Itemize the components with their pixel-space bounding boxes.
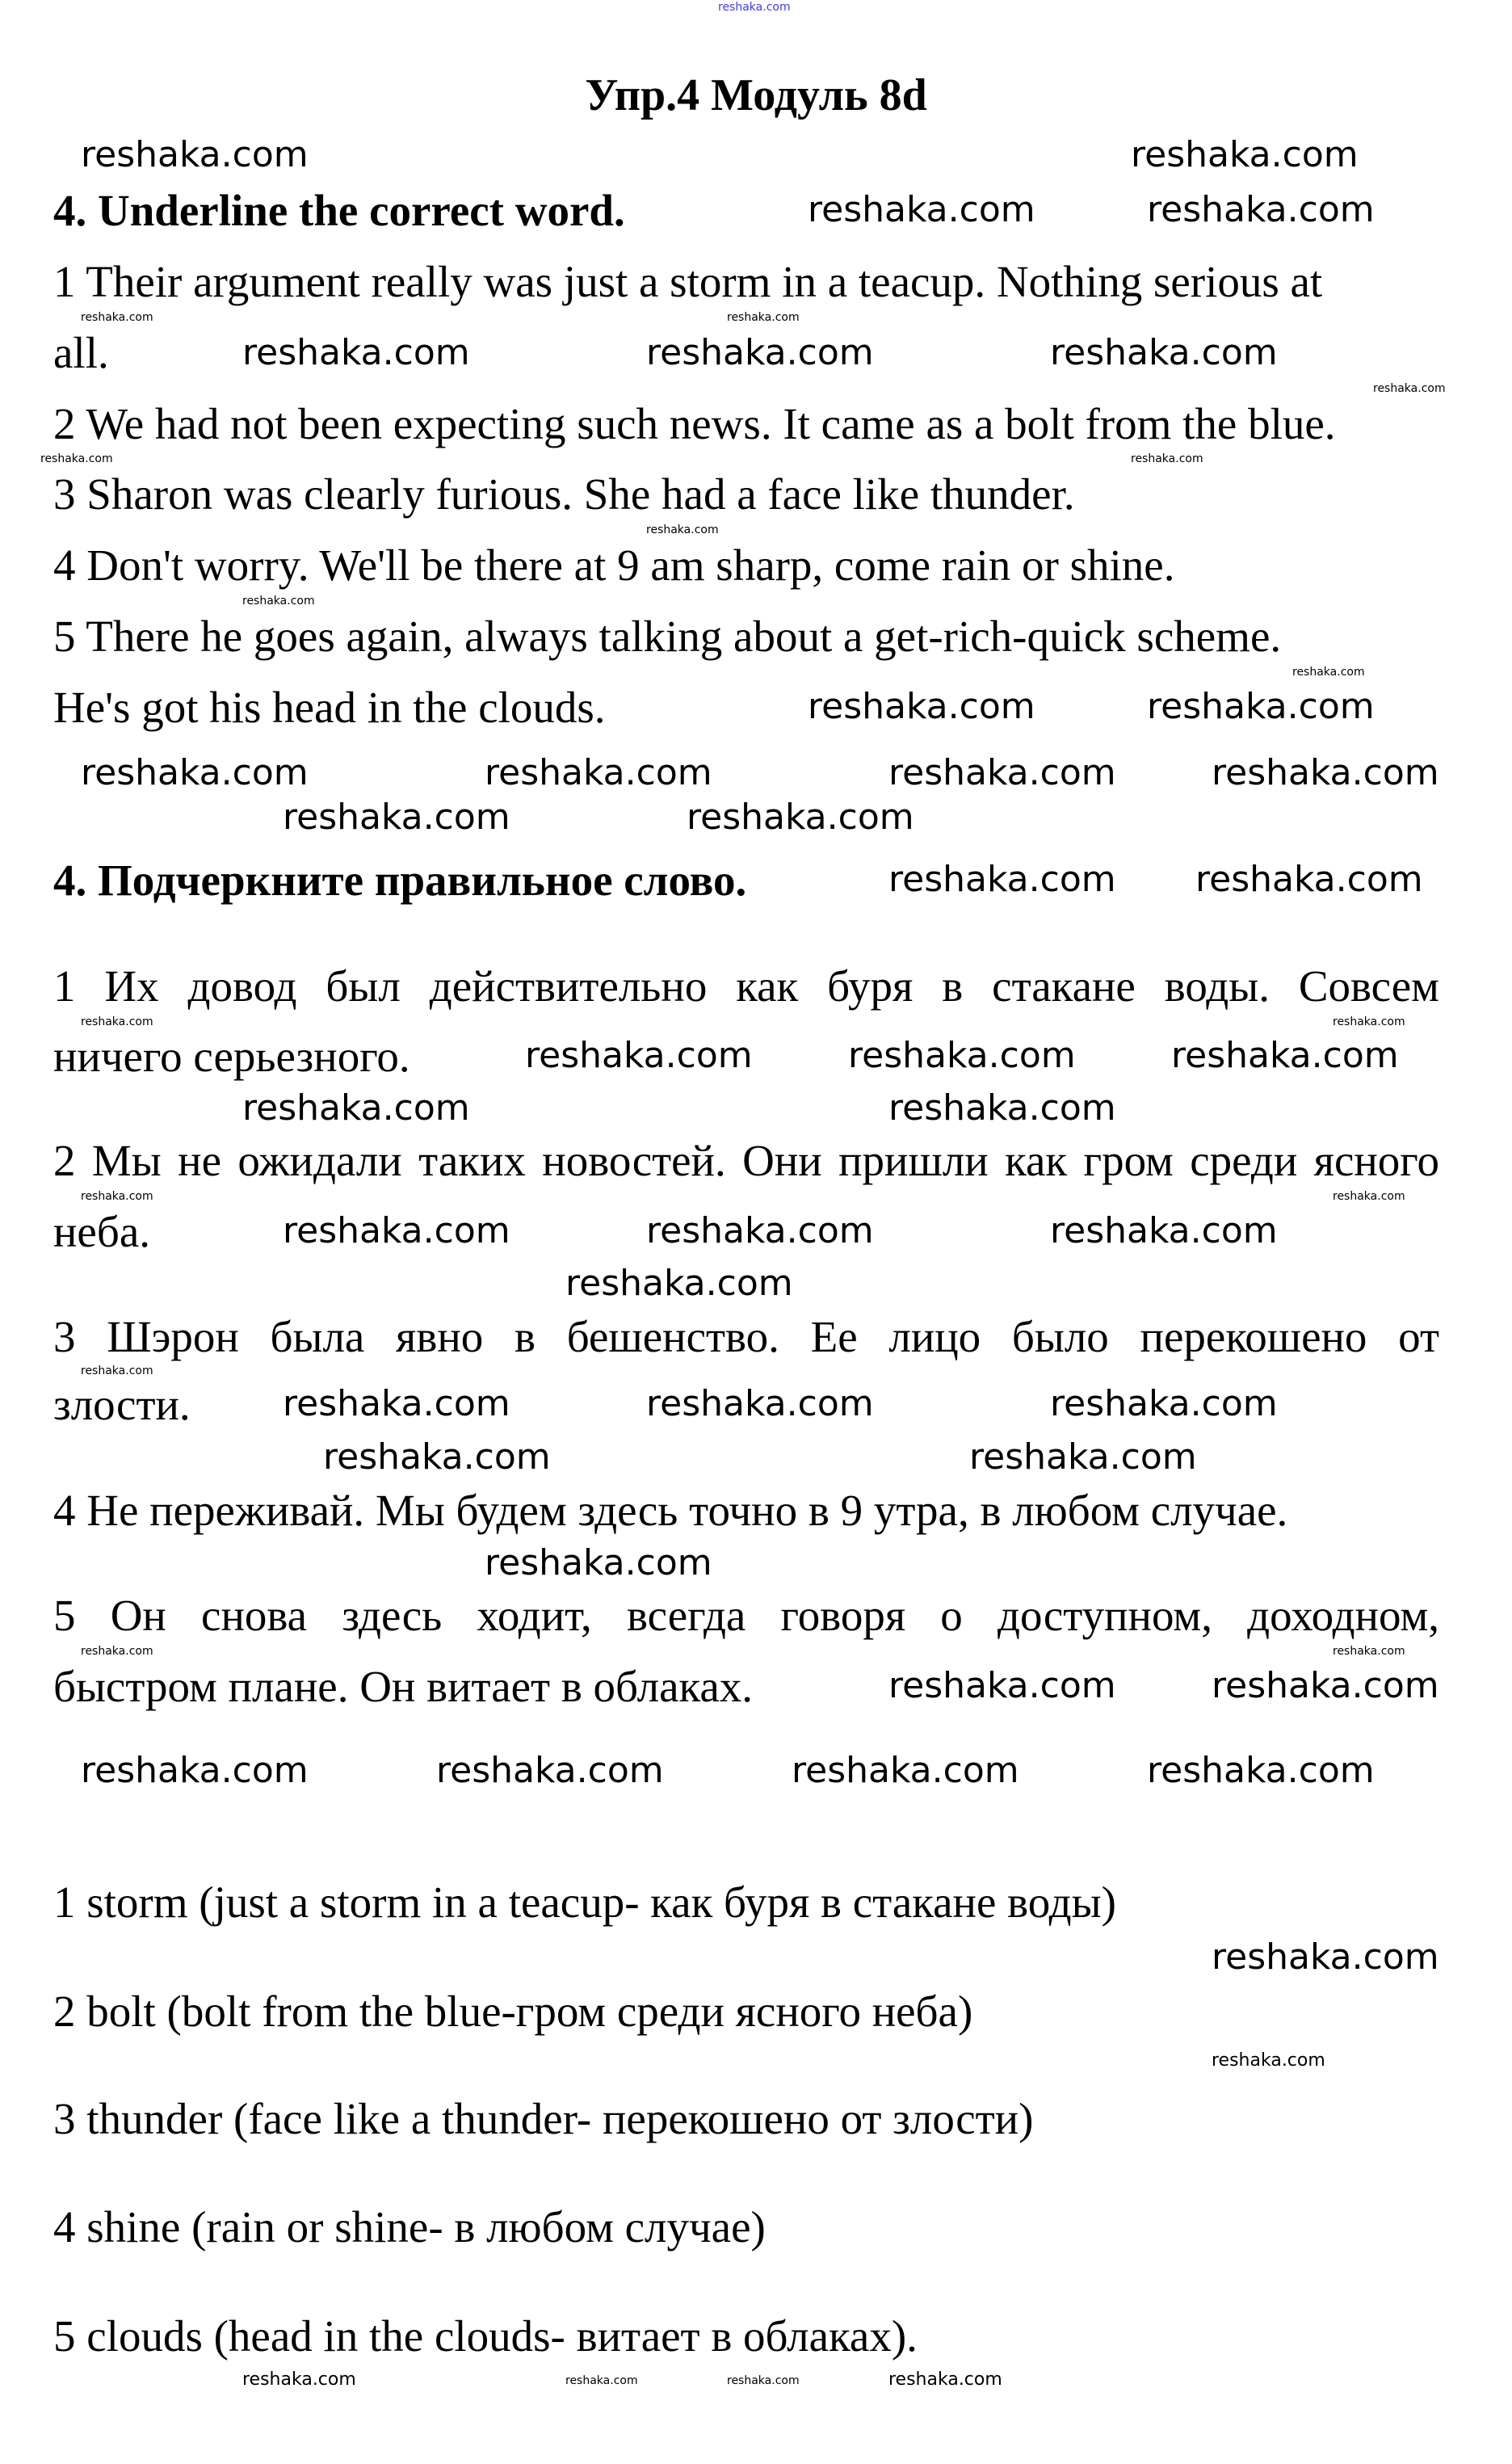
watermark-text: reshaka.com — [1195, 859, 1423, 900]
russian-line: 2 Мы не ожидали таких новостей. Они пришли как гром среди ясного — [53, 1136, 1439, 1185]
russian-line: злости. — [53, 1380, 191, 1429]
russian-line: 4 Не переживай. Мы будем здесь точно в 9 утра, в любом случае. — [53, 1486, 1288, 1535]
watermark-text: reshaka.com — [81, 1190, 153, 1203]
russian-heading: 4. Подчеркните правильное слово. — [53, 856, 747, 905]
watermark-text: reshaka.com — [888, 752, 1116, 793]
watermark-text: reshaka.com — [1333, 1645, 1405, 1658]
english-heading: 4. Underline the correct word. — [53, 186, 625, 235]
watermark-text: reshaka.com — [1050, 332, 1278, 373]
answer-line: 4 shine (rain or shine- в любом случае) — [53, 2202, 766, 2252]
watermark-text: reshaka.com — [485, 752, 712, 793]
watermark-text: reshaka.com — [646, 523, 719, 536]
watermark-text: reshaka.com — [40, 452, 113, 465]
watermark-text: reshaka.com — [727, 2374, 800, 2387]
watermark-text: reshaka.com — [1050, 1383, 1278, 1424]
watermark-text: reshaka.com — [1212, 2050, 1325, 2071]
watermark-text: reshaka.com — [565, 2374, 638, 2387]
page-title: Упр.4 Модуль 8d — [585, 70, 927, 120]
answer-line: 5 clouds (head in the clouds- витает в облаках). — [53, 2311, 918, 2361]
watermark-text: reshaka.com — [485, 1542, 712, 1583]
watermark-text: reshaka.com — [1212, 1665, 1439, 1706]
watermark-text: reshaka.com — [1212, 752, 1439, 793]
watermark-text: reshaka.com — [1212, 1936, 1439, 1978]
watermark-text: reshaka.com — [792, 1750, 1019, 1791]
watermark-text: reshaka.com — [727, 311, 800, 324]
answer-line: 1 storm (just a storm in a teacup- как буря в стакане воды) — [53, 1877, 1116, 1927]
watermark-text: reshaka.com — [888, 859, 1116, 900]
russian-line: неба. — [53, 1207, 150, 1256]
watermark-text: reshaka.com — [1333, 1015, 1405, 1028]
russian-line: 1 Их довод был действительно как буря в стакане воды. Совсем — [53, 961, 1439, 1011]
english-line: He's got his head in the clouds. — [53, 683, 606, 732]
russian-line: 5 Он снова здесь ходит, всегда говоря о доступном, доходном, — [53, 1591, 1439, 1640]
english-line: 2 We had not been expecting such news. It came as a bolt from the blue. — [53, 399, 1336, 448]
watermark-text: reshaka.com — [81, 134, 309, 175]
russian-line: ничего серьезного. — [53, 1032, 410, 1081]
watermark-text: reshaka.com — [283, 797, 510, 838]
watermark-text: reshaka.com — [1147, 686, 1375, 727]
watermark-text: reshaka.com — [1131, 452, 1203, 465]
watermark-text: reshaka.com — [81, 1015, 153, 1028]
watermark-text: reshaka.com — [242, 2369, 356, 2390]
watermark-text: reshaka.com — [1292, 666, 1365, 679]
watermark-text: reshaka.com — [718, 1, 791, 14]
watermark-text: reshaka.com — [1147, 1750, 1375, 1791]
watermark-text: reshaka.com — [969, 1436, 1197, 1478]
watermark-text: reshaka.com — [436, 1750, 664, 1791]
watermark-text: reshaka.com — [242, 595, 315, 608]
english-line: 5 There he goes again, always talking about a get-rich-quick scheme. — [53, 612, 1282, 661]
watermark-text: reshaka.com — [1373, 382, 1446, 395]
watermark-text: reshaka.com — [808, 189, 1035, 230]
watermark-text: reshaka.com — [565, 1263, 793, 1304]
watermark-text: reshaka.com — [888, 2369, 1002, 2390]
answer-line: 2 bolt (bolt from the blue-гром среди ясного неба) — [53, 1987, 973, 2036]
watermark-text: reshaka.com — [888, 1665, 1116, 1706]
russian-line: 3 Шэрон была явно в бешенство. Ее лицо было перекошено от — [53, 1312, 1439, 1361]
watermark-text: reshaka.com — [81, 1364, 153, 1377]
english-line: all. — [53, 328, 109, 377]
watermark-text: reshaka.com — [808, 686, 1035, 727]
watermark-text: reshaka.com — [81, 1645, 153, 1658]
watermark-text: reshaka.com — [646, 1210, 874, 1251]
watermark-text: reshaka.com — [323, 1436, 551, 1478]
watermark-text: reshaka.com — [81, 311, 153, 324]
watermark-text: reshaka.com — [1050, 1210, 1278, 1251]
watermark-text: reshaka.com — [283, 1210, 510, 1251]
watermark-text: reshaka.com — [888, 1087, 1116, 1129]
answer-line: 3 thunder (face like a thunder- перекошено от злости) — [53, 2094, 1034, 2143]
watermark-text: reshaka.com — [1147, 189, 1375, 230]
watermark-text: reshaka.com — [848, 1035, 1076, 1076]
watermark-text: reshaka.com — [687, 797, 914, 838]
watermark-text: reshaka.com — [646, 1383, 874, 1424]
watermark-text: reshaka.com — [1333, 1190, 1405, 1203]
english-line: 4 Don't worry. We'll be there at 9 am sharp, come rain or shine. — [53, 540, 1175, 590]
russian-line: быстром плане. Он витает в облаках. — [53, 1662, 754, 1711]
watermark-text: reshaka.com — [81, 1750, 309, 1791]
watermark-text: reshaka.com — [242, 1087, 470, 1129]
watermark-text: reshaka.com — [242, 332, 470, 373]
watermark-text: reshaka.com — [283, 1383, 510, 1424]
watermark-text: reshaka.com — [525, 1035, 753, 1076]
english-line: 1 Their argument really was just a storm in a teacup. Nothing serious at — [53, 257, 1323, 306]
watermark-text: reshaka.com — [81, 752, 309, 793]
watermark-text: reshaka.com — [1171, 1035, 1399, 1076]
watermark-text: reshaka.com — [646, 332, 874, 373]
watermark-text: reshaka.com — [1131, 134, 1359, 175]
english-line: 3 Sharon was clearly furious. She had a face like thunder. — [53, 469, 1075, 519]
